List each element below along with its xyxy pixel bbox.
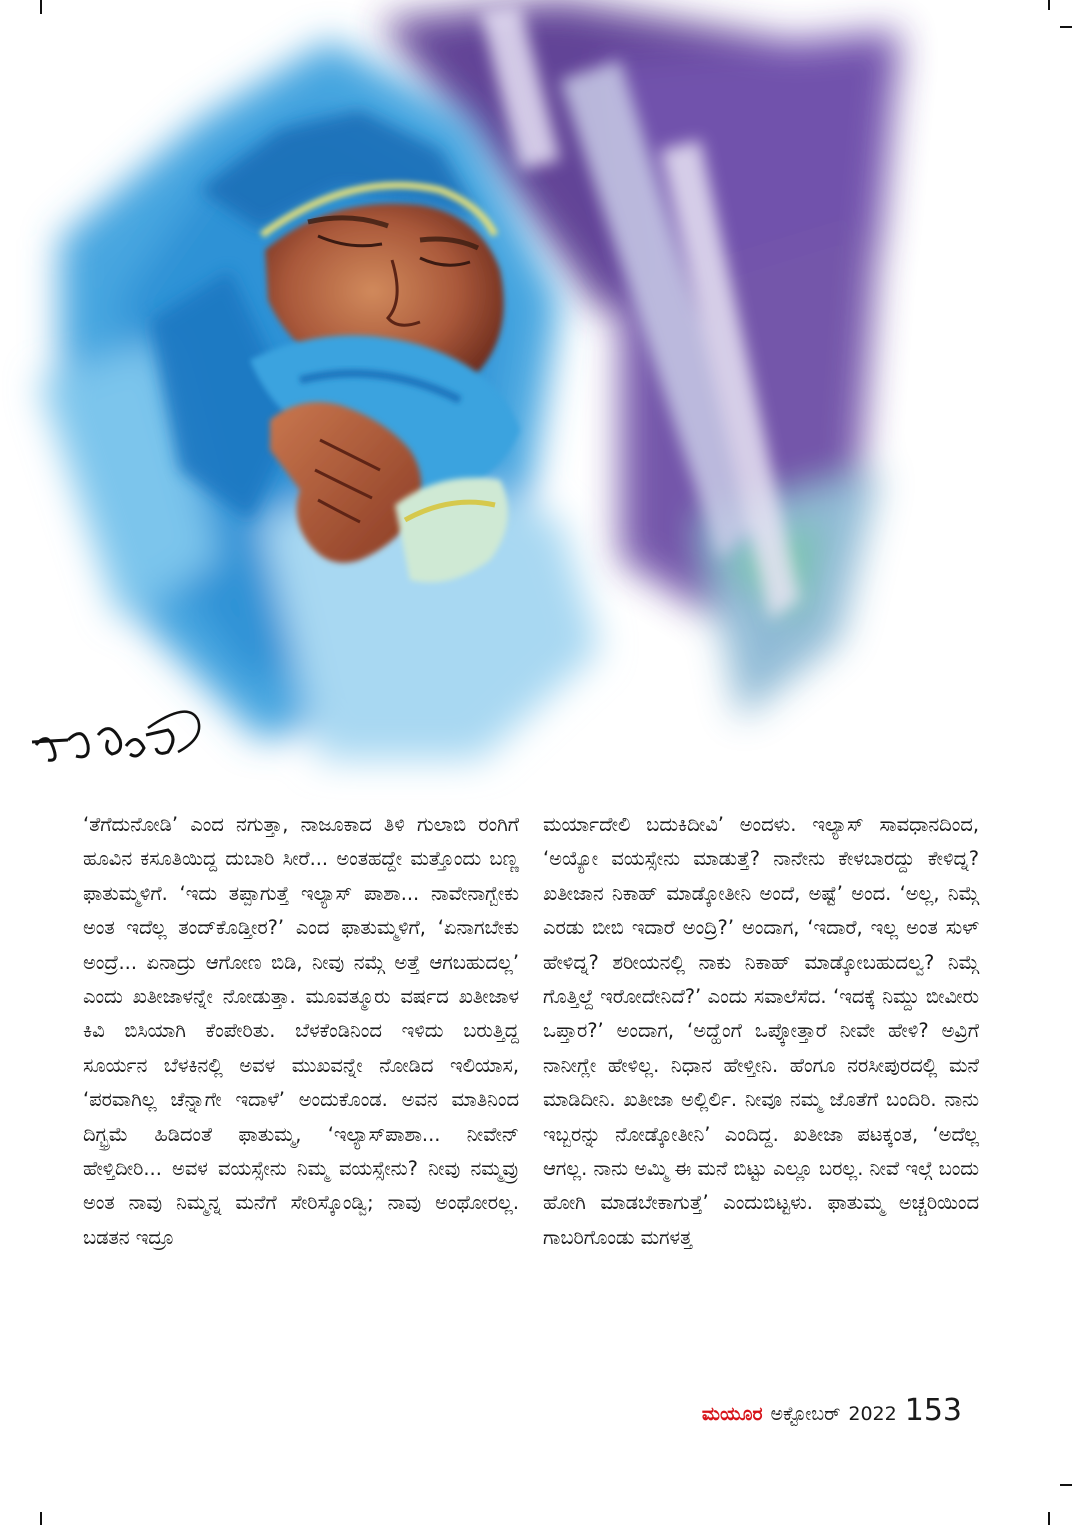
right-column-text: ಮರ್ಯಾದೇಲಿ ಬದುಕಿದೀವಿ’ ಅಂದಳು. ಇಲ್ಯಾಸ್ ಸಾವಧಾನದಿಂದ, ‘ಅಯ್ಯೋ ವಯಸ್ಸೇನು ಮಾಡುತ್ತೆ? ನಾನೇನು ಕೇಳಬಾರದ್ದು ಕೇಳಿದ್ನ? ಖತೀಜಾನ ನಿಕಾಹ್ ಮಾಡ್ಕೋತೀನಿ ಅಂದೆ, ಅಷ್ಟೆ’ ಅಂದ. ‘ಅಲ್ಲ, ನಿಮ್ಗೆ ಎರಡು ಬೀಬಿ ಇದಾರೆ ಅಂದ್ರಿ?’ ಅಂದಾಗ, ‘ಇದಾರೆ, ಇಲ್ಲ ಅಂತ ಸುಳ್ ಹೇಳಿದ್ನ? ಶರೀಯನಲ್ಲಿ ನಾಕು ನಿಕಾಹ್ ಮಾಡ್ಕೋಬಹುದಲ್ವ? ನಿಮ್ಗೆ ಗೊತ್ತಿಲ್ದೆ ಇರೋದೇನಿದೆ?’ ಎಂದು ಸವಾಲೆಸೆದ. ‘ಇದಕ್ಕೆ ನಿಮ್ದು ಬೀವೀರು ಒಪ್ತಾರ?’ ಅಂದಾಗ, ‘ಅದ್ಹೆಂಗೆ ಒಪ್ಕೋತ್ತಾರೆ ನೀವೇ ಹೇಳಿ? ಅವ್ರಿಗೆ ನಾನೀಗ್ಲೇ ಹೇಳಿಲ್ಲ. ನಿಧಾನ ಹೇಳ್ತೀನಿ. ಹೆಂಗೂ ನರಸೀಪುರದಲ್ಲಿ ಮನೆ ಮಾಡಿದೀನಿ. ಖತೀಜಾ ಅಲ್ಲಿರ್ಲಿ. ನೀವೂ ನಮ್ಮ ಜೊತೆಗೆ ಬಂದಿರಿ. ನಾನು ಇಬ್ಬರನ್ನು ನೋಡ್ಕೋತೀನಿ’ ಎಂದಿದ್ದ. ಖತೀಜಾ ಪಟಕ್ಕಂತ, ‘ಅದೆಲ್ಲ ಆಗಲ್ಲ. ನಾನು ಅಮ್ಮಿ ಈ ಮನೆ ಬಿಟ್ಟು ಎಲ್ಲೂ ಬರಲ್ಲ. ನೀವೆ ಇಲ್ಗೆ ಬಂದು ಹೋಗಿ ಮಾಡಬೇಕಾಗುತ್ತೆ’ ಎಂದುಬಿಟ್ಟಳು. ಫಾತುಮ್ಮ ಅಚ್ಚರಿಯಿಂದ ಗಾಬರಿಗೊಂಡು ಮಗಳತ್ತ bbox=[543, 813, 979, 1249]
article-left-column bbox=[83, 808, 519, 1255]
crop-mark-bottom-right bbox=[1048, 1512, 1050, 1525]
issue-month: ಅಕ್ಟೋಬರ್ bbox=[770, 1403, 841, 1425]
magazine-name: ಮಯೂರ bbox=[701, 1403, 763, 1425]
article-right-column bbox=[543, 808, 979, 1255]
left-column-text: ‘ತೆಗೆದುನೋಡಿ’ ಎಂದ ನಗುತ್ತಾ, ನಾಜೂಕಾದ ತಿಳಿ ಗುಲಾಬಿ ರಂಗಿಗೆ ಹೂವಿನ ಕಸೂತಿಯಿದ್ದ ದುಬಾರಿ ಸೀರೆ... ಅಂತಹದ್ದೇ ಮತ್ತೊಂದು ಬಣ್ಣ ಫಾತುಮ್ಮಳಿಗೆ. ‘ಇದು ತಪ್ಪಾಗುತ್ತೆ ಇಲ್ಯಾಸ್ ಪಾಶಾ... ನಾವೇನಾಗ್ಬೇಕು ಅಂತ ಇದೆಲ್ಲ ತಂದ್‌ಕೊಡ್ತೀರ?’ ಎಂದ ಫಾತುಮ್ಮಳಿಗೆ, ‘ಏನಾಗಬೇಕು ಅಂದ್ರೆ... ಏನಾದ್ರು ಆಗೋಣ ಬಿಡಿ, ನೀವು ನಮ್ಗೆ ಅತ್ತೆ ಆಗಬಹುದಲ್ಲ’ ಎಂದು ಖತೀಜಾಳನ್ನೇ ನೋಡುತ್ತಾ. ಮೂವತ್ಮೂರು ವರ್ಷದ ಖತೀಜಾಳ ಕಿವಿ ಬಿಸಿಯಾಗಿ ಕೆಂಪೇರಿತು. ಬೆಳಕೆಂಡಿನಿಂದ ಇಳಿದು ಬರುತ್ತಿದ್ದ ಸೂರ್ಯನ ಬೆಳಕಿನಲ್ಲಿ ಅವಳ ಮುಖವನ್ನೇ ನೋಡಿದ ಇಲಿಯಾಸ, ‘ಪರವಾಗಿಲ್ಲ ಚೆನ್ನಾಗೇ ಇದಾಳೆ’ ಅಂದುಕೊಂಡ. ಅವನ ಮಾತಿನಿಂದ ದಿಗ್ಭ್ರಮೆ ಹಿಡಿದಂತೆ ಫಾತುಮ್ಮ, ‘ಇಲ್ಯಾಸ್‌ಪಾಶಾ... ನೀವೇನ್ ಹೇಳ್ತಿದೀರಿ... ಅವಳ ವಯಸ್ಸೇನು ನಿಮ್ಮ ವಯಸ್ಸೇನು? ನೀವು ನಮ್ಮವ್ರು ಅಂತ ನಾವು ನಿಮ್ಮನ್ನ ಮನೆಗೆ ಸೇರಿಸ್ಕೊಂಡ್ವಿ; ನಾವು ಅಂಥೋರಲ್ಲ. ಬಡತನ ಇದ್ರೂ bbox=[83, 813, 519, 1249]
crop-mark-bottom-left bbox=[40, 1512, 42, 1525]
page-footer bbox=[702, 1393, 962, 1433]
issue-year: 2022 bbox=[848, 1403, 897, 1425]
artist-signature bbox=[28, 690, 208, 780]
page-number: 153 bbox=[904, 1393, 962, 1428]
crop-mark-right-lower bbox=[1060, 1484, 1072, 1486]
